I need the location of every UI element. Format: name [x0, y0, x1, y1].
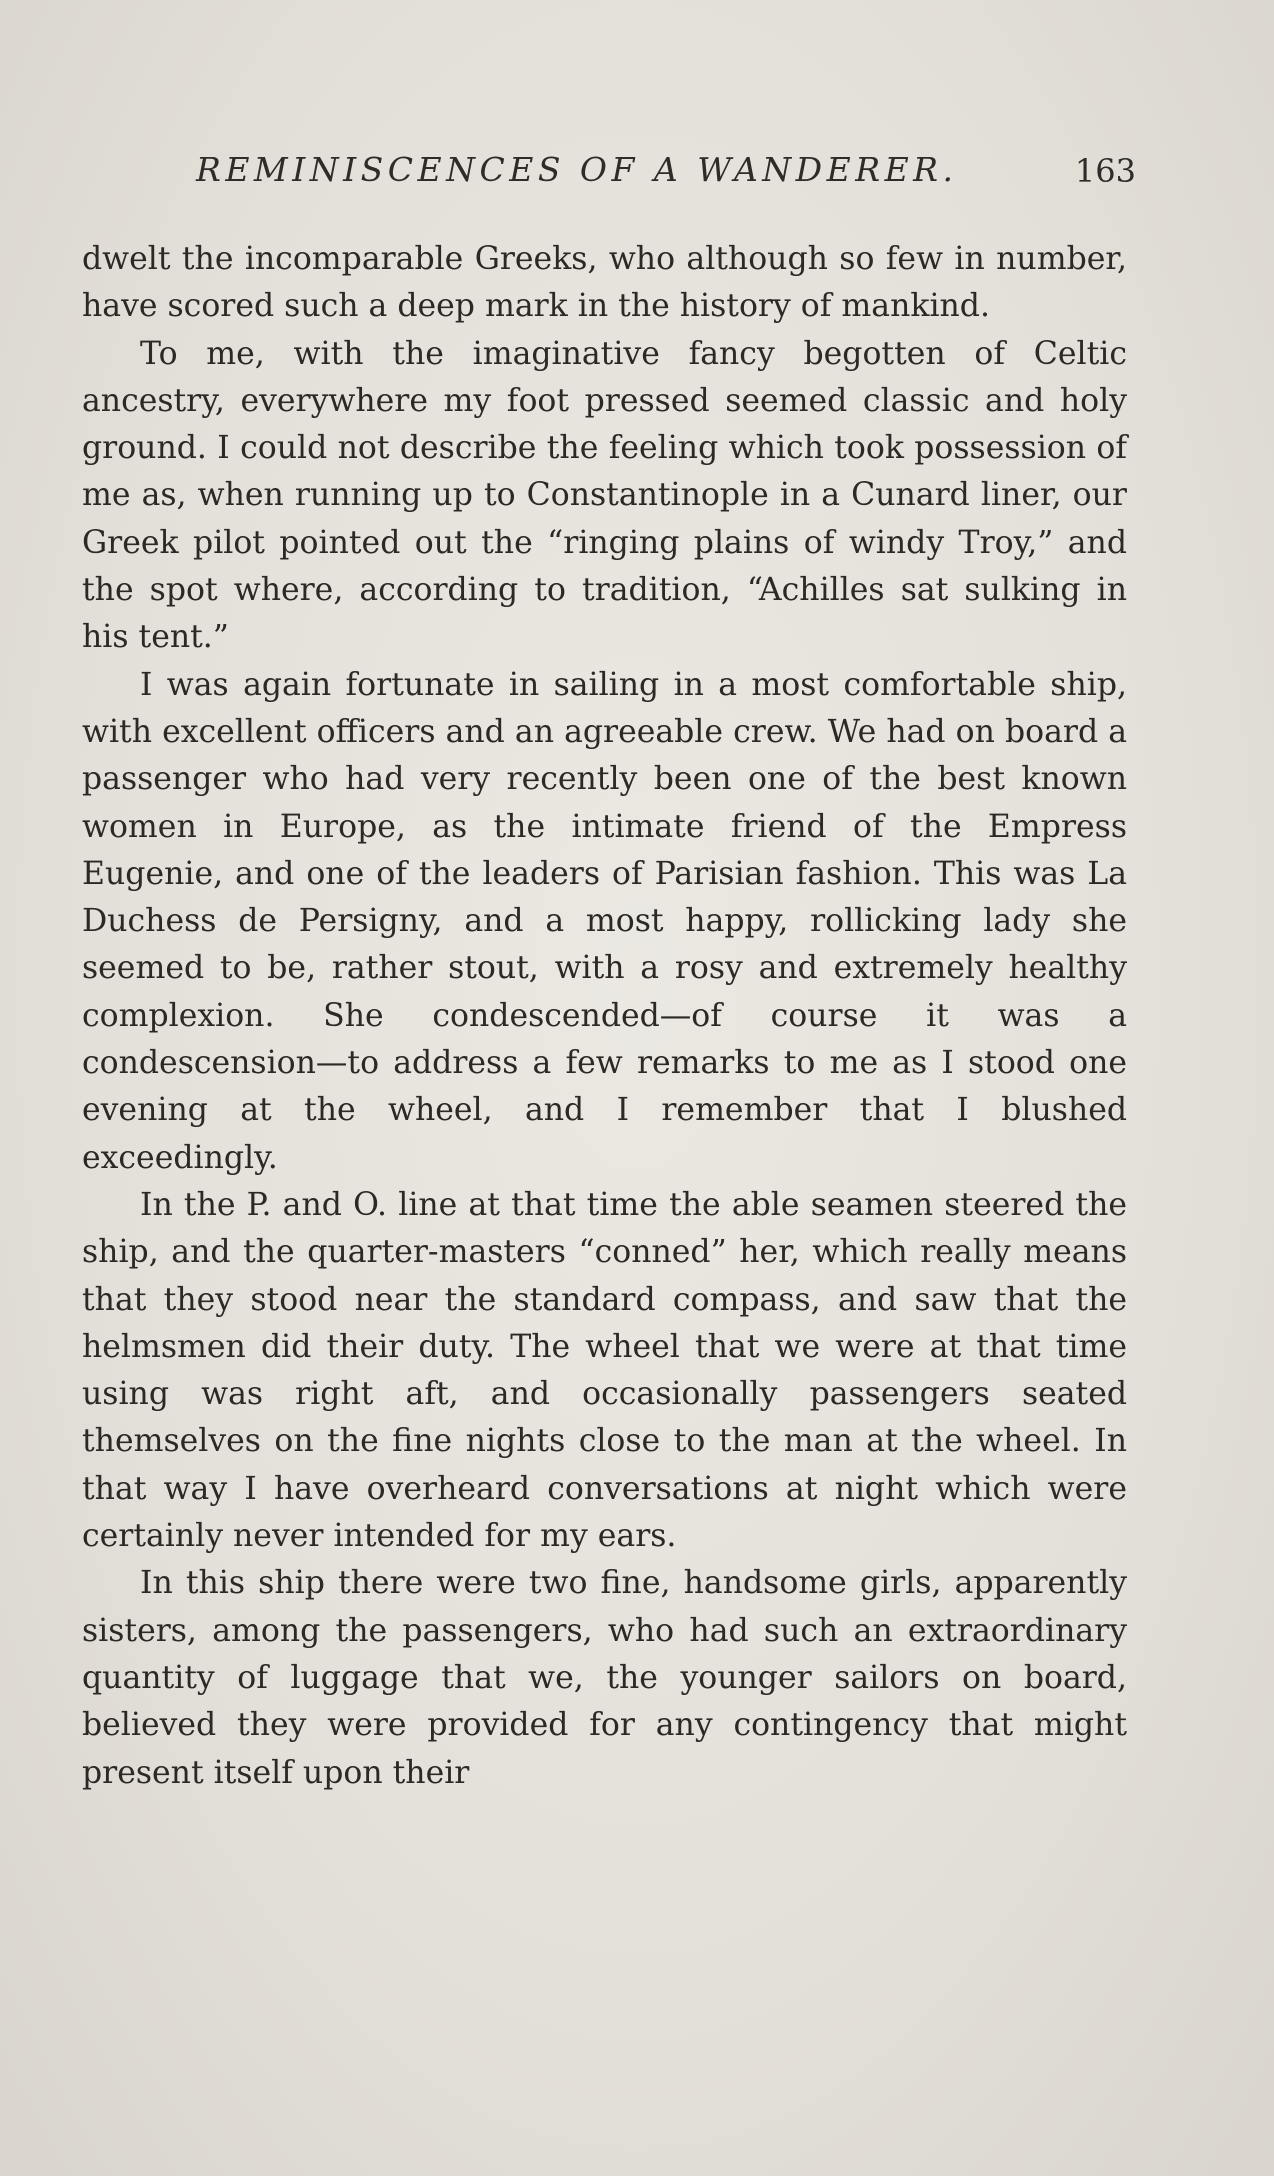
paragraph-duchess: I was again fortunate in sailing in a most comfortable ship, with excellent officers and an agreeable crew. We had on board a passenger who had very recently been one of the best known women in Europe, as the intimate friend of the Empress Eugenie, and one of the leaders of Parisian fashion. This was La Duchess de Persigny, and a most happy, rollicking lady she seemed to be, rather stout, with a rosy and extremely healthy complexion. She condescended—of course it was a condescension—to address a few remarks to me as I stood one evening at the wheel, and I remember that I blushed exceedingly. — [82, 666, 1127, 1176]
paragraph-two-girls: In this ship there were two fine, handsome girls, apparently sisters, among the passengers, who had such an extraordinary quantity of luggage that we, the younger sailors on board, believed they were provided for any contingency that might present itself upon their — [82, 1565, 1127, 1791]
running-title: REMINISCENCES OF A WANDERER. — [196, 150, 958, 189]
paragraph-celtic-ancestry: To me, with the imaginative fancy begotten of Celtic ancestry, everywhere my foot pressed seemed classic and holy ground. I could not describe the feeling which took possession of me as, when running up to Constantinople in a Cunard liner, our Greek pilot pointed out the “ringing plains of windy Troy,” and the spot where, according to tradition, “Achilles sat sulking in his tent.” — [82, 335, 1127, 656]
paragraph-p-and-o-line: In the P. and O. line at that time the able seamen steered the ship, and the quarter-masters “conned” her, which really means that they stood near the standard compass, and saw that the helmsmen did their duty. The wheel that we were at that time using was right aft, and occasionally passengers seated themselves on the fine nights close to the man at the wheel. In that way I have overheard conversations at night which were certainly never intended for my ears. — [82, 1186, 1127, 1555]
running-head — [196, 150, 1136, 200]
body-text — [82, 236, 1127, 1797]
paragraph-continuation: dwelt the incomparable Greeks, who although so few in number, have scored such a deep mark in the history of mankind. — [82, 241, 1127, 325]
page-number: 163 — [1074, 152, 1136, 190]
